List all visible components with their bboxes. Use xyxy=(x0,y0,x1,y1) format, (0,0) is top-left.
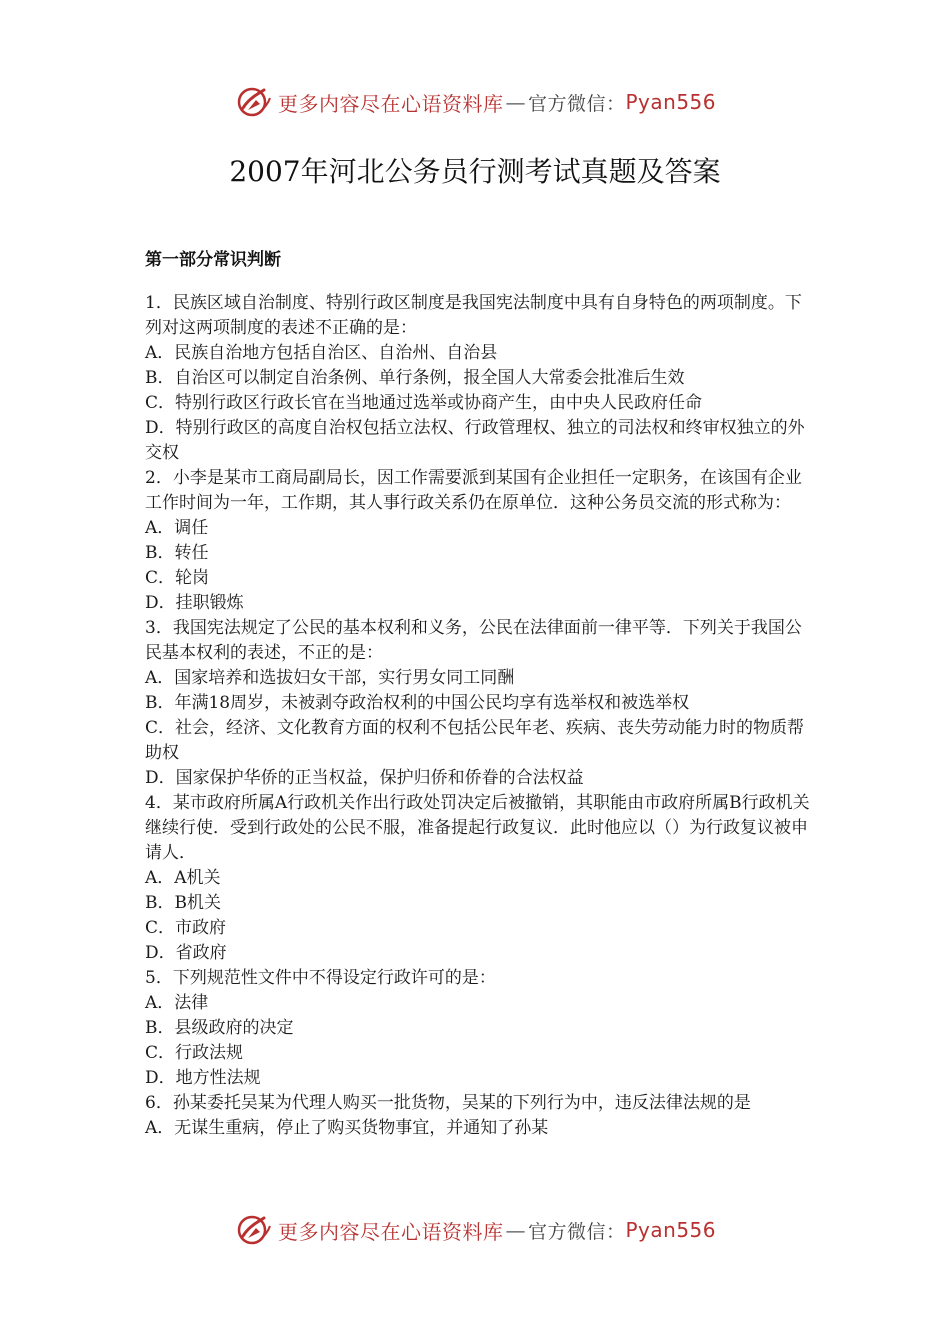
question-stem: 3．我国宪法规定了公民的基本权利和义务，公民在法律面前一律平等．下列关于我国公民基本权利的表述，不正的是： xyxy=(145,618,802,663)
banner-text: 更多内容尽在心语资料库 xyxy=(277,1219,504,1244)
banner-wechat-label: 官方微信： xyxy=(527,1220,626,1243)
question-option: B．B机关 xyxy=(145,893,221,913)
question-stem: 2．小李是某市工商局副局长，因工作需要派到某国有企业担任一定职务，在该国有企业工作时间为一年，工作期，其人事行政关系仍在原单位．这种公务员交流的形式称为： xyxy=(145,468,802,513)
question-option: B．自治区可以制定自治条例、单行条例，报全国人大常委会批准后生效 xyxy=(145,368,685,388)
question-item xyxy=(145,791,815,966)
banner-separator: — xyxy=(505,1218,526,1242)
question-option: A．国家培养和选拔妇女干部，实行男女同工同酬 xyxy=(145,668,515,688)
question-option: B．县级政府的决定 xyxy=(145,1018,294,1038)
header-banner xyxy=(0,80,950,124)
question-option: A．调任 xyxy=(145,518,209,538)
question-option: A．法律 xyxy=(145,993,209,1013)
question-stem: 4．某市政府所属A行政机关作出行政处罚决定后被撤销，其职能由市政府所属B行政机关继续行使．受到行政处的公民不服，准备提起行政复议．此时他应以（）为行政复议被申请人． xyxy=(145,793,810,863)
banner-wechat-label: 官方微信： xyxy=(527,92,626,115)
banner-separator: — xyxy=(505,90,526,114)
banner-wechat-id: Pyan556 xyxy=(625,1218,717,1242)
question-option: C．行政法规 xyxy=(145,1043,244,1063)
pen-logo-icon xyxy=(234,82,274,122)
document-title: 2007年河北公务员行测考试真题及答案 xyxy=(229,155,721,188)
question-item xyxy=(145,966,815,1091)
banner-text: 更多内容尽在心语资料库 xyxy=(277,91,504,116)
question-option: A．民族自治地方包括自治区、自治州、自治县 xyxy=(145,343,498,363)
question-item xyxy=(145,1091,815,1141)
question-list xyxy=(145,291,815,1141)
question-option: D．挂职锻炼 xyxy=(145,593,244,613)
question-stem: 5．下列规范性文件中不得设定行政许可的是： xyxy=(145,968,496,988)
question-option: D．省政府 xyxy=(145,943,227,963)
footer-banner xyxy=(0,1208,950,1252)
question-option: C．社会，经济、文化教育方面的权利不包括公民年老、疾病、丧失劳动能力时的物质帮助权 xyxy=(145,718,805,763)
question-option: D．地方性法规 xyxy=(145,1068,261,1088)
question-option: A．A机关 xyxy=(145,868,221,888)
section-heading: 第一部分常识判断 xyxy=(145,250,281,270)
question-option: D．国家保护华侨的正当权益，保护归侨和侨眷的合法权益 xyxy=(145,768,584,788)
question-stem: 6．孙某委托吴某为代理人购买一批货物，吴某的下列行为中，违反法律法规的是 xyxy=(145,1093,751,1113)
question-option: C．轮岗 xyxy=(145,568,210,588)
question-option: A．无谋生重病，停止了购买货物事宜，并通知了孙某 xyxy=(145,1118,549,1138)
question-item xyxy=(145,616,815,791)
question-option: B．年满18周岁，未被剥夺政治权利的中国公民均享有选举权和被选举权 xyxy=(145,693,690,713)
banner-wechat-id: Pyan556 xyxy=(625,90,717,114)
question-stem: 1．民族区域自治制度、特别行政区制度是我国宪法制度中具有自身特色的两项制度。下列对这两项制度的表述不正确的是： xyxy=(145,293,802,338)
question-item xyxy=(145,291,815,466)
question-option: B．转任 xyxy=(145,543,209,563)
question-option: C．特别行政区行政长官在当地通过选举或协商产生，由中央人民政府任命 xyxy=(145,393,703,413)
question-option: C．市政府 xyxy=(145,918,227,938)
pen-logo-icon xyxy=(234,1210,274,1250)
question-option: D．特别行政区的高度自治权包括立法权、行政管理权、独立的司法权和终审权独立的外交权 xyxy=(145,418,805,463)
question-item xyxy=(145,466,815,616)
